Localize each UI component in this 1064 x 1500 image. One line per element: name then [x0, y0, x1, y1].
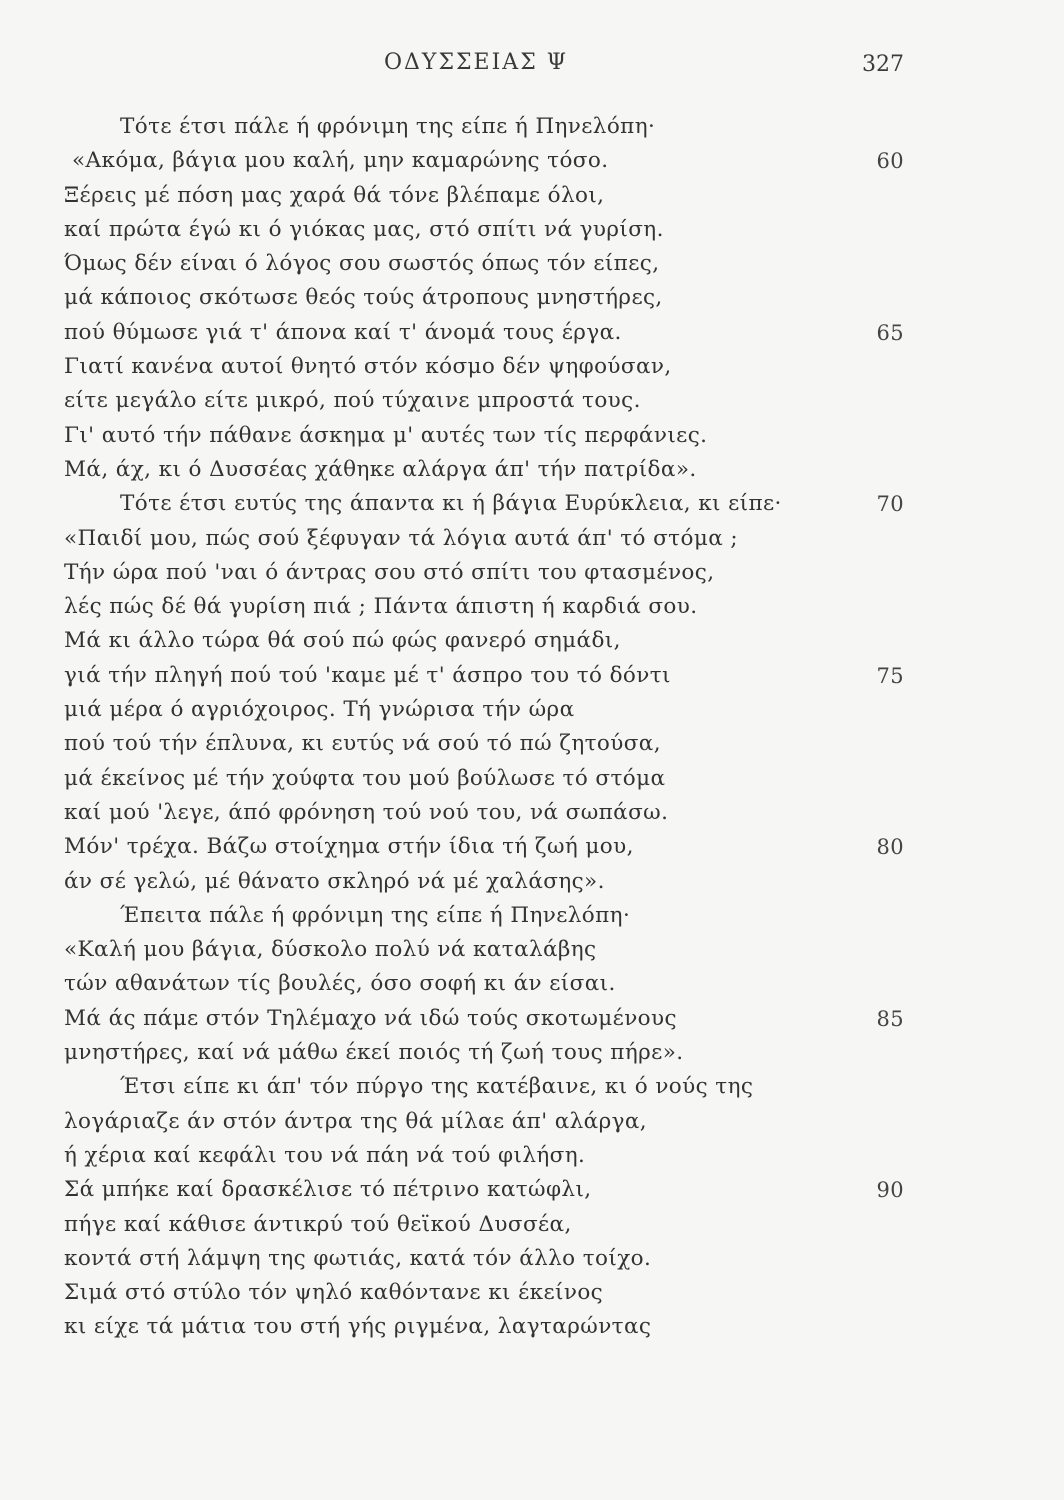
- verse-text: Όμως δέν είναι ό λόγος σου σωστός όπως τόν είπες,: [64, 251, 660, 277]
- verse-text: Έτσι είπε κι άπ' τόν πύργο της κατέβαινε, κι ό νούς της: [120, 1074, 754, 1100]
- verse-text: «Ακόμα, βάγια μου καλή, μην καμαρώνης τόσο.: [72, 148, 609, 174]
- page-header: [0, 50, 1064, 90]
- verse-text: μιά μέρα ό αγριόχοιρος. Τή γνώρισα τήν ώρα: [64, 697, 575, 723]
- verse-text: κοντά στή λάμψη της φωτιάς, κατά τόν άλλο τοίχο.: [64, 1245, 652, 1271]
- verse-text: Ξέρεις μέ πόση μας χαρά θά τόνε βλέπαμε όλοι,: [64, 182, 605, 208]
- verse-line: [64, 556, 904, 590]
- verse-text: Μόν' τρέχα. Βάζω στοίχημα στήν ίδια τή ζωή μου,: [64, 834, 634, 860]
- verse-line-number: 80: [876, 835, 904, 860]
- verse-text: πού θύμωσε γιά τ' άπονα καί τ' άνομά τους έργα.: [64, 319, 622, 345]
- verse-line: [64, 933, 904, 967]
- verse-line: [64, 727, 904, 761]
- verse-line: [64, 1002, 904, 1036]
- verse-line: [64, 865, 904, 899]
- verse-line: [64, 1105, 904, 1139]
- verse-line: [64, 1276, 904, 1310]
- verse-line: [64, 179, 904, 213]
- verse-line: [64, 316, 904, 350]
- verse-line: [64, 624, 904, 658]
- verse-line-number: 90: [876, 1178, 904, 1203]
- verse-line: [64, 1070, 904, 1104]
- verse-text: άν σέ γελώ, μέ θάνατο σκληρό νά μέ χαλάσης».: [64, 868, 605, 894]
- verse-line: [64, 453, 904, 487]
- verse-text: είτε μεγάλο είτε μικρό, πού τύχαινε μπροστά τους.: [64, 388, 641, 414]
- verse-line: [64, 522, 904, 556]
- verse-text: Τότε έτσι ευτύς της άπαντα κι ή βάγια Ευρύκλεια, κι είπε·: [120, 491, 782, 517]
- verse-text: Έπειτα πάλε ή φρόνιμη της είπε ή Πηνελόπη·: [120, 902, 631, 928]
- verse-line-number: 75: [876, 663, 904, 688]
- verse-text: Τήν ώρα πού 'ναι ό άντρας σου στό σπίτι του φτασμένος,: [64, 559, 715, 585]
- verse-text: «Παιδί μου, πώς σού ξέφυγαν τά λόγια αυτά άπ' τό στόμα ;: [64, 525, 738, 551]
- verse-text: καί πρώτα έγώ κι ό γιόκας μας, στό σπίτι νά γυρίση.: [64, 216, 664, 242]
- verse-line: [64, 1173, 904, 1207]
- verse-line: [64, 247, 904, 281]
- verse-text: Γι' αυτό τήν πάθανε άσκημα μ' αυτές των τίς περφάνιες.: [64, 422, 708, 448]
- verse-line: [64, 590, 904, 624]
- verse-text: μά έκείνος μέ τήν χούφτα του μού βούλωσε τό στόμα: [64, 765, 666, 791]
- verse-line: [64, 281, 904, 315]
- verse-text: λές πώς δέ θά γυρίση πιά ; Πάντα άπιστη ή καρδιά σου.: [64, 594, 698, 620]
- verse-line: [64, 1139, 904, 1173]
- verse-text: Σιμά στό στύλο τόν ψηλό καθόντανε κι έκείνος: [64, 1280, 604, 1306]
- verse-line: [64, 213, 904, 247]
- verse-line: [64, 830, 904, 864]
- verse-line: [64, 350, 904, 384]
- verse-line: [64, 419, 904, 453]
- verse-text: Μά, άχ, κι ό Δυσσέας χάθηκε αλάργα άπ' τήν πατρίδα».: [64, 456, 697, 482]
- verse-line: [64, 110, 904, 144]
- verse-line: [64, 1036, 904, 1070]
- verse-line-number: 65: [876, 320, 904, 345]
- verse-line: [64, 796, 904, 830]
- verse-text: καί μού 'λεγε, άπό φρόνηση τού νού του, νά σωπάσω.: [64, 799, 669, 825]
- verse-line: [64, 967, 904, 1001]
- running-title: ΟΔΥΣΣΕΙΑΣ Ψ: [384, 50, 569, 75]
- verse-line: [64, 693, 904, 727]
- verse-text: τών αθανάτων τίς βουλές, όσο σοφή κι άν είσαι.: [64, 971, 616, 997]
- verse-text: μά κάποιος σκότωσε θεός τούς άτροπους μνηστήρες,: [64, 285, 663, 311]
- verse-line-number: 60: [876, 149, 904, 174]
- verse-line: [64, 1310, 904, 1344]
- verse-line-number: 85: [876, 1006, 904, 1031]
- verse-text: μνηστήρες, καί νά μάθω έκεί ποιός τή ζωή τους πήρε».: [64, 1040, 684, 1066]
- verse-text: Μά άς πάμε στόν Τηλέμαχο νά ιδώ τούς σκοτωμένους: [64, 1005, 677, 1031]
- verse-line: [64, 659, 904, 693]
- verse-block: [64, 110, 904, 1345]
- verse-line: [64, 487, 904, 521]
- verse-line: [64, 899, 904, 933]
- verse-line: [64, 144, 904, 178]
- verse-line: [64, 384, 904, 418]
- verse-text: πού τού τήν έπλυνα, κι ευτύς νά σού τό πώ ζητούσα,: [64, 731, 661, 757]
- verse-text: λογάριαζε άν στόν άντρα της θά μίλαε άπ' αλάργα,: [64, 1108, 648, 1134]
- verse-text: Σά μπήκε καί δρασκέλισε τό πέτρινο κατώφλι,: [64, 1177, 592, 1203]
- verse-text: πήγε καί κάθισε άντικρύ τού θεϊκού Δυσσέα,: [64, 1211, 572, 1237]
- verse-line-number: 70: [876, 492, 904, 517]
- verse-text: ή χέρια καί κεφάλι του νά πάη νά τού φιλήση.: [64, 1142, 586, 1168]
- verse-text: Γιατί κανένα αυτοί θνητό στόν κόσμο δέν ψηφούσαν,: [64, 354, 672, 380]
- verse-text: «Καλή μου βάγια, δύσκολο πολύ νά καταλάβης: [64, 937, 597, 963]
- verse-text: Μά κι άλλο τώρα θά σού πώ φώς φανερό σημάδι,: [64, 628, 621, 654]
- verse-line: [64, 1242, 904, 1276]
- verse-text: κι είχε τά μάτια του στή γής ριγμένα, λαγταρώντας: [64, 1314, 652, 1340]
- page-number: 327: [862, 52, 904, 77]
- verse-text: γιά τήν πληγή πού τού 'καμε μέ τ' άσπρο του τό δόντι: [64, 662, 671, 688]
- verse-line: [64, 762, 904, 796]
- verse-text: Τότε έτσι πάλε ή φρόνιμη της είπε ή Πηνελόπη·: [120, 114, 656, 139]
- verse-line: [64, 1208, 904, 1242]
